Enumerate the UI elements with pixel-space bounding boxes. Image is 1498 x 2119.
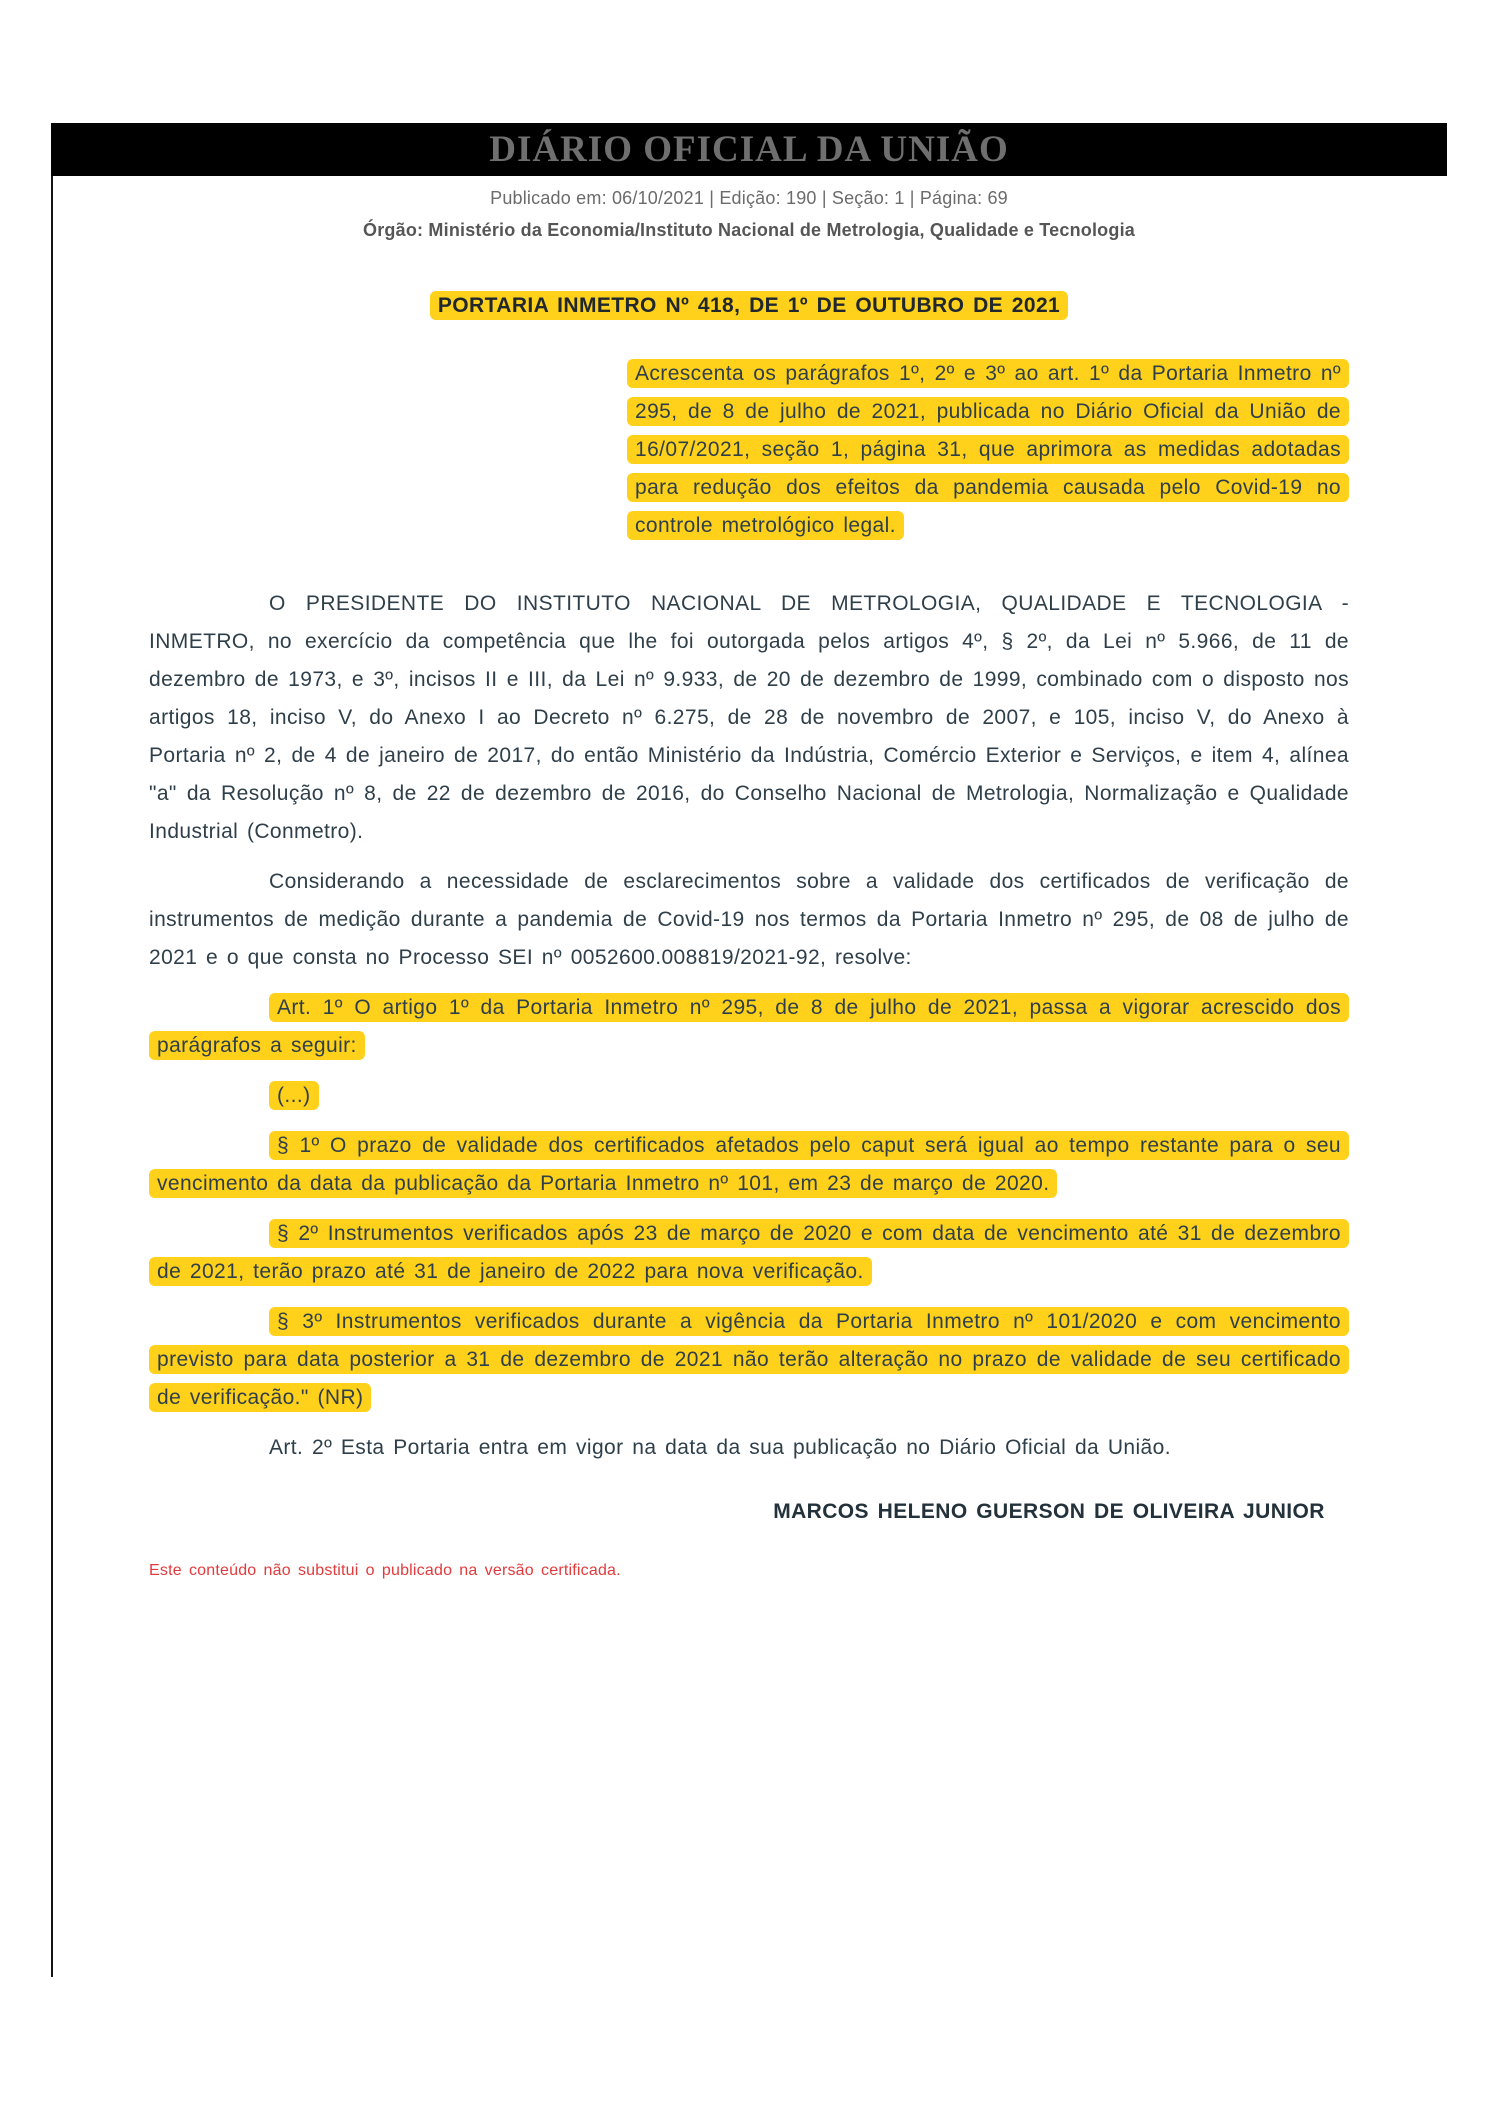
masthead-bar (51, 123, 1447, 176)
page-title (149, 287, 1349, 325)
body-paragraph (149, 1127, 1349, 1203)
publication-meta (51, 186, 1447, 242)
document-body (149, 287, 1349, 1581)
paragraph-list (149, 585, 1349, 1467)
paragraph-highlight: Art. 1º O artigo 1º da Portaria Inmetro nº 295, de 8 de julho de 2021, passa a vigorar acrescido dos parágrafos a seguir: (149, 993, 1349, 1060)
certification-disclaimer: Este conteúdo não substitui o publicado na versão certificada. (149, 1562, 621, 1579)
body-paragraph (149, 989, 1349, 1065)
gazette-title: DIÁRIO OFICIAL DA UNIÃO (489, 129, 1009, 170)
page-title-highlight: PORTARIA INMETRO Nº 418, DE 1º DE OUTUBRO DE 2021 (430, 291, 1068, 320)
body-paragraph: Art. 2º Esta Portaria entra em vigor na data da sua publicação no Diário Oficial da União. (269, 1436, 1171, 1459)
body-paragraph (149, 1215, 1349, 1291)
publication-info: Publicado em: 06/10/2021 | Edição: 190 | Seção: 1 | Página: 69 (490, 188, 1008, 208)
body-paragraph: Considerando a necessidade de esclarecimentos sobre a validade dos certificados de verificação de instrumentos de medição durante a pandemia de Covid-19 nos termos da Portaria Inmetro nº 295, de 08 de julho de 2021 e o que consta no Processo SEI nº 0052600.008819/2021-92, resolve: (149, 870, 1349, 969)
signature-name: MARCOS HELENO GUERSON DE OLIVEIRA JUNIOR (773, 1500, 1325, 1523)
ementa-paragraph (627, 355, 1349, 545)
body-paragraph (149, 1303, 1349, 1417)
paragraph-highlight: § 3º Instrumentos verificados durante a vigência da Portaria Inmetro nº 101/2020 e com vencimento previsto para data posterior a 31 de dezembro de 2021 não terão alteração no prazo de validade de seu certificado de verificação." (NR) (149, 1307, 1349, 1412)
paragraph-highlight: § 1º O prazo de validade dos certificados afetados pelo caput será igual ao tempo restante para o seu vencimento da data da publicação da Portaria Inmetro nº 101, em 23 de março de 2020. (149, 1131, 1349, 1198)
organ-info: Órgão: Ministério da Economia/Instituto Nacional de Metrologia, Qualidade e Tecnologia (363, 220, 1135, 240)
paragraph-highlight: § 2º Instrumentos verificados após 23 de março de 2020 e com data de vencimento até 31 de dezembro de 2021, terão prazo até 31 de janeiro de 2022 para nova verificação. (149, 1219, 1349, 1286)
body-paragraph (149, 1077, 1349, 1115)
ementa-highlight: Acrescenta os parágrafos 1º, 2º e 3º ao art. 1º da Portaria Inmetro nº 295, de 8 de julho de 2021, publicada no Diário Oficial da União de 16/07/2021, seção 1, página 31, que aprimora as medidas adotadas para redução dos efeitos da pandemia causada pelo Covid-19 no controle metrológico legal. (627, 359, 1349, 540)
page-left-rule (51, 176, 53, 1977)
body-paragraph: O PRESIDENTE DO INSTITUTO NACIONAL DE METROLOGIA, QUALIDADE E TECNOLOGIA - INMETRO, no exercício da competência que lhe foi outorgada pelos artigos 4º, § 2º, da Lei nº 5.966, de 11 de dezembro de 1973, e 3º, incisos II e III, da Lei nº 9.933, de 20 de dezembro de 1999, combinado com o disposto nos artigos 18, inciso V, do Anexo I ao Decreto nº 6.275, de 28 de novembro de 2007, e 105, inciso V, do Anexo à Portaria nº 2, de 4 de janeiro de 2017, do então Ministério da Indústria, Comércio Exterior e Serviços, e item 4, alínea "a" da Resolução nº 8, de 22 de dezembro de 2016, do Conselho Nacional de Metrologia, Normalização e Qualidade Industrial (Conmetro). (149, 592, 1349, 843)
paragraph-highlight: (...) (269, 1081, 319, 1110)
